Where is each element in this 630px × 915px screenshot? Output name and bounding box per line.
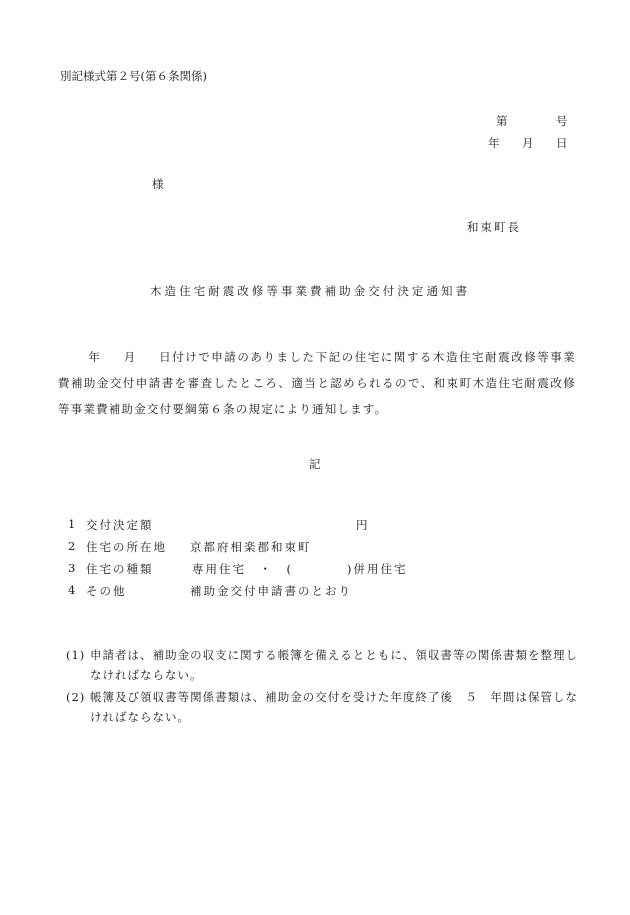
note-item (66, 645, 578, 685)
addressee-suffix: 様 (152, 177, 164, 191)
doc-number-dai: 第 (496, 114, 508, 128)
item-label: 住宅の種類 (86, 562, 154, 576)
body-paragraph (58, 344, 576, 422)
issuer: 和束町長 (467, 220, 521, 234)
date-day: 日 (556, 136, 568, 150)
note-text: 申請者は、補助金の収支に関する帳簿を備えるとともに、領収書等の関係書類を整理しなければならない。 (90, 648, 578, 682)
note-text: 帳簿及び領収書等関係書類は、補助金の交付を受けた年度終了後 ５ 年間は保管しなければならない。 (90, 690, 578, 724)
item-value: 専用住宅 ・ ( )併用住宅 (192, 562, 408, 576)
item-unit: 円 (356, 518, 368, 532)
item-number: 3 (68, 561, 76, 575)
date-month: 月 (522, 136, 534, 150)
item-value: 京都府相楽郡和束町 (190, 540, 312, 554)
item-label: その他 (86, 584, 127, 598)
document-title: 木造住宅耐震改修等事業費補助金交付決定通知書 (150, 284, 471, 298)
body-year: 年 (88, 350, 102, 364)
doc-number-go: 号 (556, 114, 568, 128)
note-number: (1) (66, 648, 86, 662)
date-year: 年 (488, 136, 500, 150)
note-number: (2) (66, 690, 86, 704)
body-text: 日付けで申請のありました下記の住宅に関する木造住宅耐震改修等事業費補助金交付申請書を審査したところ、適当と認められるので、和束町木造住宅耐震改修等事業費補助金交付要綱第６条の規定により通知します。 (58, 350, 577, 416)
note-item (66, 687, 578, 727)
item-value: 補助金交付申請書のとおり (190, 584, 352, 598)
item-label: 住宅の所在地 (86, 540, 167, 554)
item-number: 2 (68, 539, 76, 553)
body-month: 月 (123, 350, 137, 364)
item-number: 4 (68, 583, 76, 597)
form-label: 別記様式第２号(第６条関係) (60, 69, 207, 83)
item-number: 1 (68, 517, 76, 531)
item-label: 交付決定額 (86, 518, 154, 532)
ki-heading: 記 (309, 457, 321, 471)
